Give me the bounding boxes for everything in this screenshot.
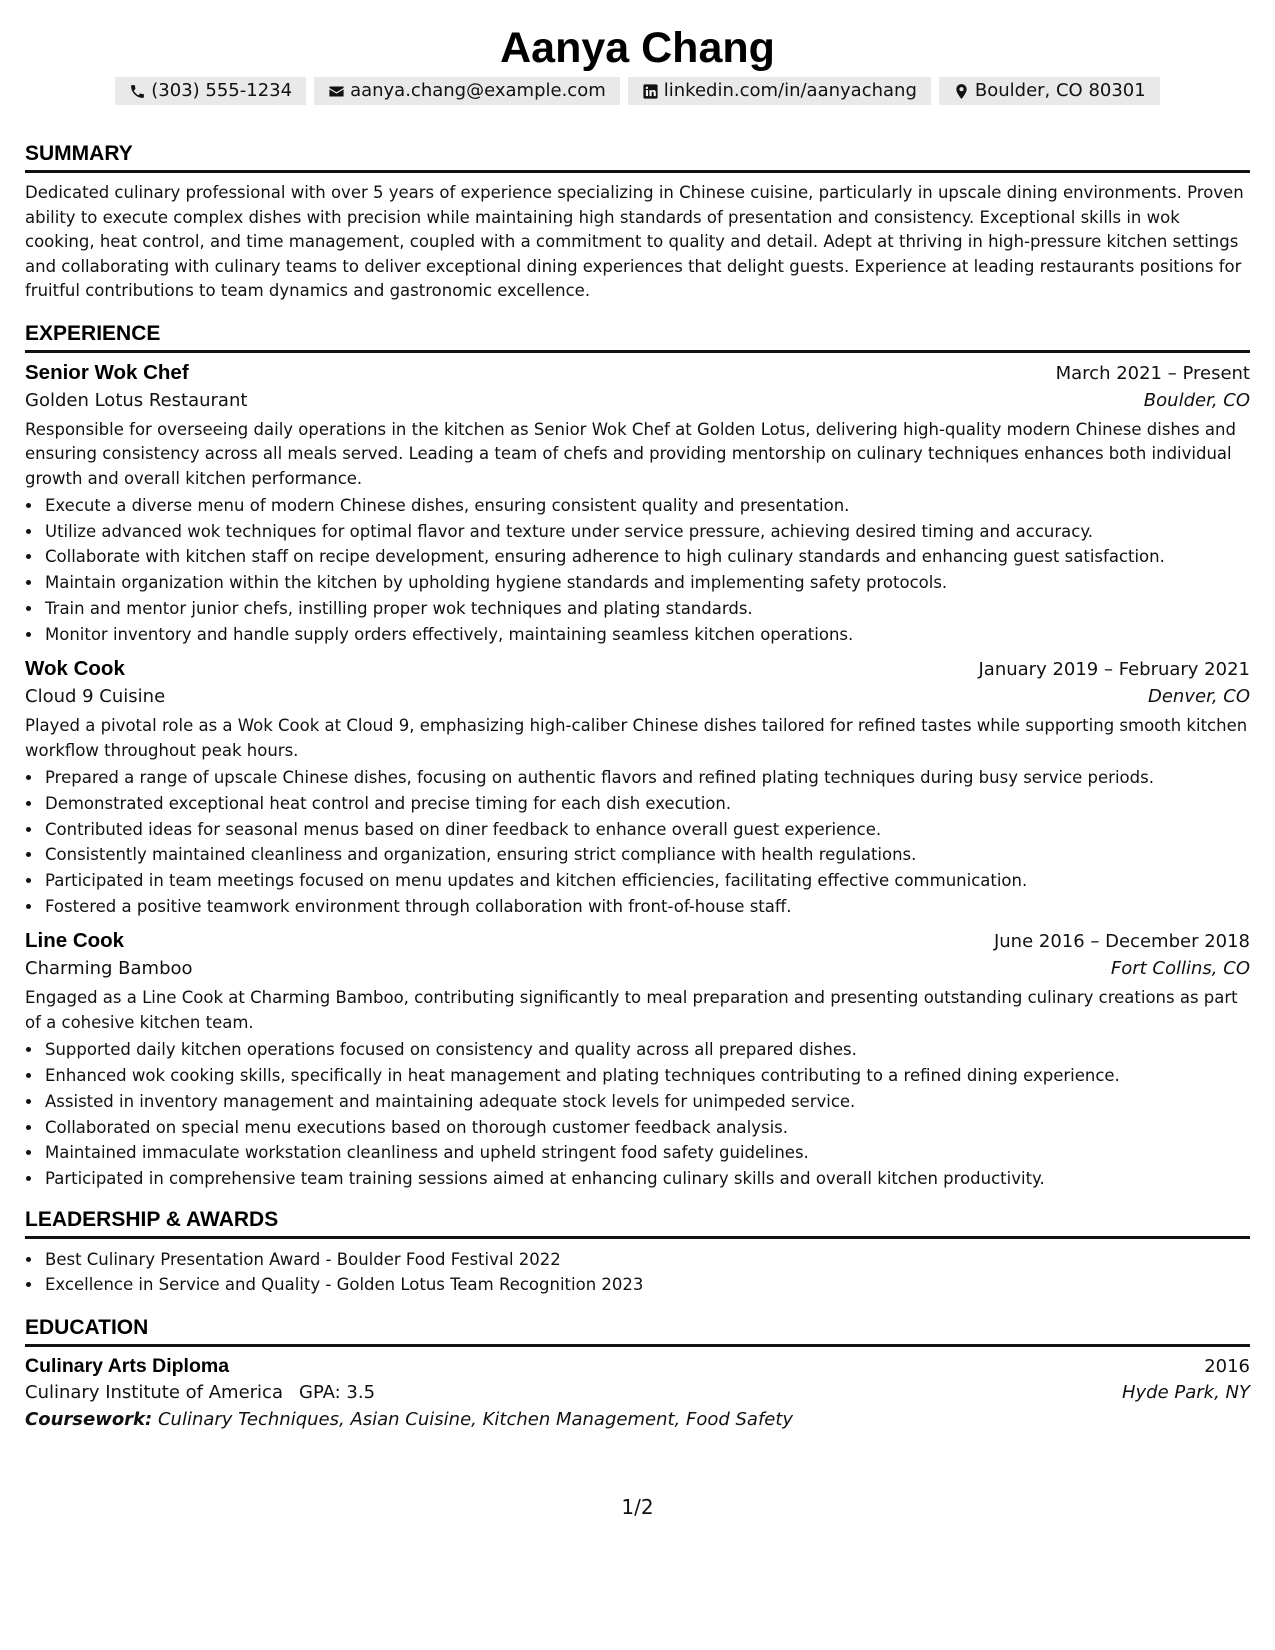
job-company-row [25, 686, 1250, 707]
list-item: • Excellence in Service and Quality - Golden Lotus Team Recognition 2023 [43, 1272, 1250, 1298]
summary-text: Dedicated culinary professional with over 5 years of experience specializing in Chinese cuisine, particularly in upscale dining environments. Proven ability to execute complex dishes with precision while maintaining high standards of presentation and consistency. Exceptional skills in wok cooking, heat control, and time management, coupled with a commitment to quality and detail. Adept at thriving in high-pressure kitchen settings and collaborating with culinary teams to deliver exceptional dining experiences that delight guests. Experience at leading restaurants positions for fruitful contributions to team dynamics and gastronomic excellence. [25, 183, 1244, 300]
list-item: • Train and mentor junior chefs, instilling proper wok techniques and plating standards. [43, 596, 1250, 622]
job-entry [25, 361, 1250, 648]
job-dates: June 2016 – December 2018 [993, 931, 1250, 953]
job-description: Responsible for overseeing daily operations in the kitchen as Senior Wok Chef at Golden Lotus, delivering high-quality modern Chinese dishes and ensuring consistency across all meals served. Leading a team of chefs and providing mentorship on culinary techniques enhances both individual growth and overall kitchen performance. [25, 419, 1236, 488]
job-title: Senior Wok Chef [25, 360, 189, 384]
contact-bar [25, 77, 1250, 105]
list-item: • Consistently maintained cleanliness and organization, ensuring strict compliance with health regulations. [43, 842, 1250, 868]
job-location: Fort Collins, CO [1110, 958, 1250, 980]
job-company-row [25, 390, 1250, 411]
list-item: • Enhanced wok cooking skills, specifically in heat management and plating techniques contributing to a refined dining experience. [43, 1063, 1250, 1089]
job-company: Cloud 9 Cuisine [25, 686, 166, 708]
coursework-list: Culinary Techniques, Asian Cuisine, Kitchen Management, Food Safety [157, 1409, 794, 1431]
list-item: • Utilize advanced wok techniques for optimal flavor and texture under service pressure, achieving desired timing and accuracy. [43, 519, 1250, 545]
section-divider [25, 1344, 1250, 1347]
list-item: • Maintained immaculate workstation cleanliness and upheld stringent food safety guidelines. [43, 1140, 1250, 1166]
job-header-row [25, 929, 1250, 953]
section-divider [25, 1236, 1250, 1239]
education-section [25, 1314, 1250, 1430]
job-description: Played a pivotal role as a Wok Cook at Cloud 9, emphasizing high-caliber Chinese dishes tailored for refined tastes while supporting smooth kitchen workflow throughout peak hours. [25, 716, 1248, 760]
job-description: Engaged as a Line Cook at Charming Bamboo, contributing significantly to meal preparation and presenting outstanding culinary creations as part of a cohesive kitchen team. [25, 988, 1238, 1032]
list-item: • Execute a diverse menu of modern Chinese dishes, ensuring consistent quality and presentation. [43, 493, 1250, 519]
resume-page [25, 0, 1250, 1430]
summary-section [25, 140, 1250, 304]
contact-linkedin[interactable] [628, 77, 931, 105]
experience-heading: EXPERIENCE [25, 321, 161, 345]
education-school-line [25, 1382, 375, 1403]
list-item: • Monitor inventory and handle supply orders effectively, maintaining seamless kitchen operations. [43, 622, 1250, 648]
list-item: • Collaborated on special menu executions based on thorough customer feedback analysis. [43, 1115, 1250, 1141]
list-item: • Maintain organization within the kitchen by upholding hygiene standards and implementing safety protocols. [43, 570, 1250, 596]
job-company: Charming Bamboo [25, 958, 193, 980]
list-item: • Collaborate with kitchen staff on recipe development, ensuring adherence to high culinary standards and enhancing guest satisfaction. [43, 544, 1250, 570]
job-company-row [25, 958, 1250, 979]
page-indicator: 1/2 [621, 1495, 654, 1519]
section-divider [25, 170, 1250, 173]
education-school: Culinary Institute of America [25, 1382, 283, 1404]
awards-section [25, 1206, 1250, 1298]
education-heading: EDUCATION [25, 1316, 149, 1340]
awards-heading: LEADERSHIP & AWARDS [25, 1207, 279, 1231]
list-item: • Demonstrated exceptional heat control and precise timing for each dish execution. [43, 791, 1250, 817]
job-title: Wok Cook [25, 657, 125, 681]
job-dates: January 2019 – February 2021 [978, 659, 1250, 681]
contact-email[interactable] [314, 77, 620, 105]
list-item: • Contributed ideas for seasonal menus based on diner feedback to enhance overall guest experience. [43, 817, 1250, 843]
education-school-row [25, 1382, 1250, 1403]
contact-linkedin-text: linkedin.com/in/aanyachang [663, 80, 917, 101]
map-marker-icon [953, 83, 970, 100]
job-title: Line Cook [25, 929, 125, 953]
awards-list [25, 1247, 1250, 1298]
job-dates: March 2021 – Present [1055, 362, 1250, 384]
phone-icon [129, 83, 146, 100]
candidate-name: Aanya Chang [500, 24, 775, 72]
job-entry [25, 929, 1250, 1191]
contact-phone-text: (303) 555-1234 [151, 80, 293, 101]
list-item: • Participated in team meetings focused on menu updates and kitchen efficiencies, facilitating effective communication. [43, 868, 1250, 894]
list-item: • Assisted in inventory management and maintaining adequate stock levels for unimpeded service. [43, 1089, 1250, 1115]
job-bullets [25, 1037, 1250, 1191]
contact-email-text: aanya.chang@example.com [350, 80, 606, 101]
job-location: Boulder, CO [1143, 389, 1250, 411]
education-location: Hyde Park, NY [1121, 1382, 1250, 1404]
contact-phone[interactable] [115, 77, 306, 105]
education-coursework [25, 1409, 1250, 1430]
summary-heading: SUMMARY [25, 142, 133, 165]
list-item: • Fostered a positive teamwork environment through collaboration with front-of-house staff. [43, 894, 1250, 920]
job-bullets [25, 765, 1250, 919]
job-company: Golden Lotus Restaurant [25, 389, 248, 411]
contact-location-text: Boulder, CO 80301 [974, 80, 1146, 101]
education-year: 2016 [1204, 1356, 1250, 1378]
envelope-icon [328, 83, 345, 100]
list-item: • Prepared a range of upscale Chinese dishes, focusing on authentic flavors and refined plating techniques during busy service periods. [43, 765, 1250, 791]
coursework-label: Coursework: [25, 1409, 153, 1431]
job-bullets [25, 493, 1250, 647]
list-item: • Best Culinary Presentation Award - Boulder Food Festival 2022 [43, 1247, 1250, 1273]
job-header-row [25, 657, 1250, 681]
linkedin-icon [642, 83, 659, 100]
job-entry [25, 657, 1250, 919]
contact-location [939, 77, 1160, 105]
education-degree: Culinary Arts Diploma [25, 1355, 230, 1378]
section-divider [25, 350, 1250, 353]
job-location: Denver, CO [1148, 686, 1250, 708]
list-item: • Supported daily kitchen operations focused on consistency and quality across all prepared dishes. [43, 1037, 1250, 1063]
job-header-row [25, 361, 1250, 385]
education-gpa: GPA: 3.5 [299, 1382, 376, 1404]
education-degree-row [25, 1355, 1250, 1378]
list-item: • Participated in comprehensive team training sessions aimed at enhancing culinary skills and overall kitchen productivity. [43, 1166, 1250, 1192]
experience-section [25, 320, 1250, 1192]
